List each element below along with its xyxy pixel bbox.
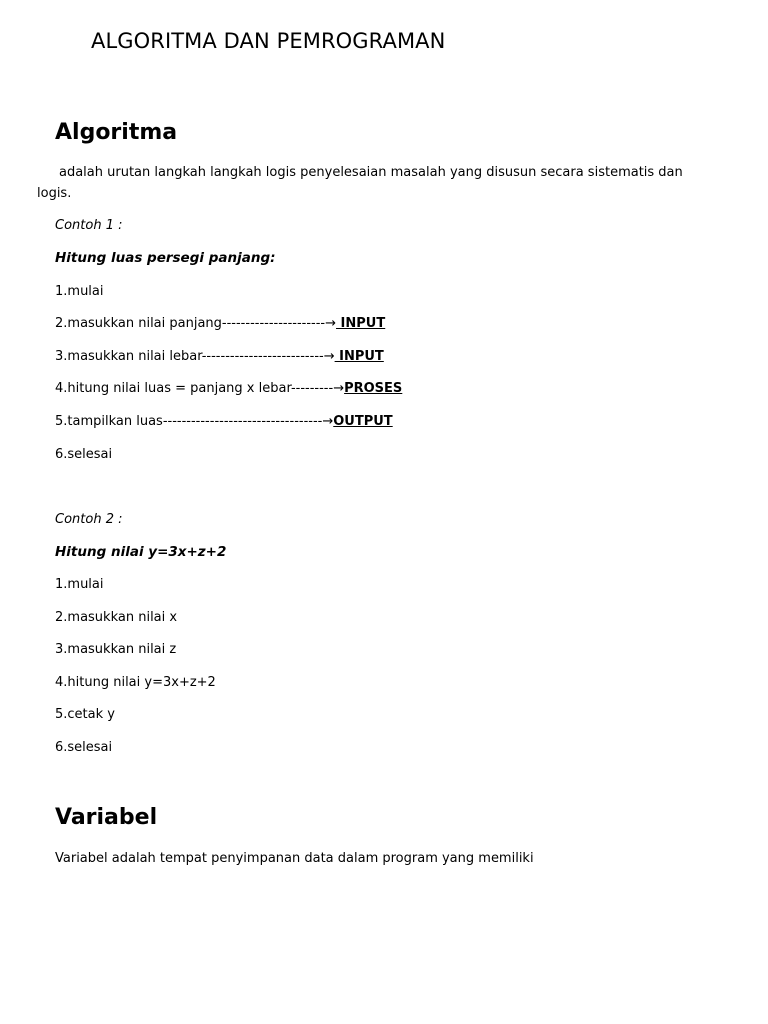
example1-title: Hitung luas persegi panjang: — [55, 250, 276, 266]
example2-step-1: 1.mulai — [55, 577, 104, 592]
step-dashes: --------- — [290, 381, 334, 396]
example1-step-1 — [55, 284, 104, 299]
example1-label: Contoh 1 : — [55, 218, 123, 233]
example2-step-4: 4.hitung nilai y=3x+z+2 — [55, 675, 216, 690]
arrow-right-icon: → — [325, 316, 337, 331]
step-tag: INPUT — [336, 316, 386, 331]
step-dashes: ---------------------------------- — [162, 414, 323, 429]
step-text: 2.masukkan nilai panjang — [55, 316, 222, 331]
arrow-right-icon: → — [322, 414, 334, 429]
step-text: 4.hitung nilai luas = panjang x lebar — [55, 381, 291, 396]
step-text: 3.masukkan nilai lebar — [55, 349, 202, 364]
example1-step-4 — [55, 381, 402, 396]
step-tag: INPUT — [334, 349, 384, 364]
step-tag: OUTPUT — [333, 414, 393, 429]
example2-step-2: 2.masukkan nilai x — [55, 610, 178, 625]
example1-step-5 — [55, 414, 393, 429]
step-text: 6.selesai — [55, 447, 113, 462]
section-heading-variabel: Variabel — [55, 805, 158, 830]
step-dashes: -------------------------- — [201, 349, 324, 364]
document-title: ALGORITMA DAN PEMROGRAMAN — [91, 29, 446, 53]
step-dashes: ---------------------- — [221, 316, 326, 331]
example2-step-6: 6.selesai — [55, 740, 113, 755]
example2-step-3: 3.masukkan nilai z — [55, 642, 177, 657]
example1-step-3 — [55, 349, 384, 364]
step-text: 5.tampilkan luas — [55, 414, 163, 429]
example2-label: Contoh 2 : — [55, 512, 123, 527]
step-tag: PROSES — [344, 381, 403, 396]
step-text: 1.mulai — [55, 284, 104, 299]
example2-step-5: 5.cetak y — [55, 707, 115, 722]
arrow-right-icon: → — [333, 381, 345, 396]
algoritma-definition-line2: logis. — [37, 186, 72, 201]
arrow-right-icon: → — [323, 349, 335, 364]
example1-step-2 — [55, 316, 385, 331]
variabel-definition: Variabel adalah tempat penyimpanan data dalam program yang memiliki — [55, 851, 534, 866]
example2-title: Hitung nilai y=3x+z+2 — [55, 544, 227, 560]
algoritma-definition-line1: adalah urutan langkah langkah logis penyelesaian masalah yang disusun secara sistematis dan — [59, 165, 683, 180]
example1-step-6 — [55, 447, 112, 462]
section-heading-algoritma: Algoritma — [55, 120, 178, 145]
